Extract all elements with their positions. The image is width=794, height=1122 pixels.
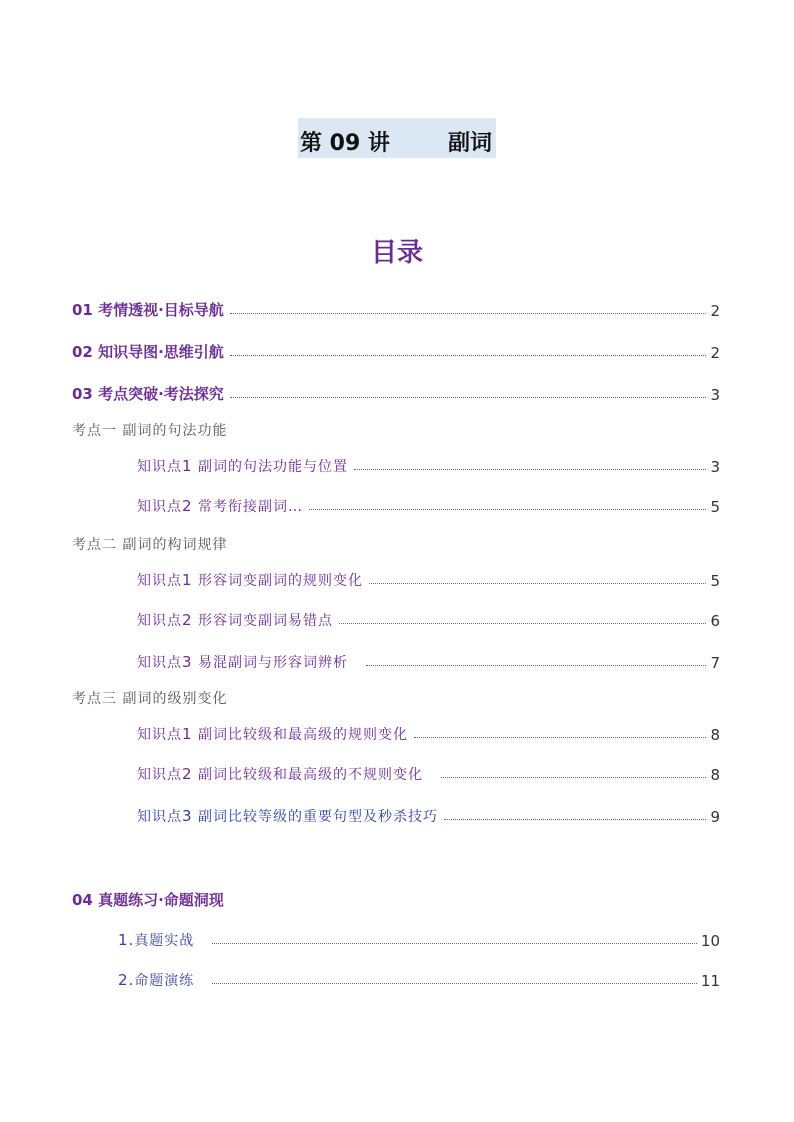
toc-entry-label: 考点二 副词的构词规律 bbox=[72, 537, 228, 553]
toc-entry-subitem[interactable] bbox=[0, 926, 794, 950]
point-prefix: 知识点 bbox=[137, 727, 182, 743]
toc-entry-page: 8 bbox=[710, 766, 720, 784]
subitem-text: 命题演练 bbox=[134, 973, 195, 989]
leader-dots bbox=[230, 312, 707, 314]
leader-dots bbox=[354, 468, 706, 470]
toc-entry-kaodian-1[interactable] bbox=[0, 416, 794, 440]
toc-entry-label: 02 知识导图·思维引航 bbox=[72, 343, 224, 361]
point-number: 1 bbox=[182, 725, 193, 743]
toc-entry-section-01[interactable] bbox=[0, 296, 794, 320]
toc-entry-page: 7 bbox=[710, 654, 720, 672]
point-text: 副词比较等级的重要句型及秒杀技巧 bbox=[192, 809, 438, 825]
toc-entry-label: 考点三 副词的级别变化 bbox=[72, 691, 228, 707]
toc-entry-point[interactable] bbox=[0, 720, 794, 744]
toc-entry-label: 03 考点突破·考法探究 bbox=[72, 385, 224, 403]
lecture-number: 第 09 讲 bbox=[300, 131, 390, 156]
point-number: 3 bbox=[182, 653, 193, 671]
subitem-text: 真题实战 bbox=[134, 933, 195, 949]
toc-entry-page: 2 bbox=[710, 344, 720, 362]
point-text: 形容词变副词的规则变化 bbox=[192, 573, 363, 589]
point-text: 形容词变副词易错点 bbox=[192, 613, 333, 629]
lecture-topic: 副词 bbox=[448, 131, 493, 156]
toc-entry-page: 5 bbox=[710, 572, 720, 590]
toc-entry-point[interactable] bbox=[0, 648, 794, 672]
point-number: 2 bbox=[182, 765, 193, 783]
toc-entry-point[interactable] bbox=[0, 566, 794, 590]
point-prefix: 知识点 bbox=[137, 767, 182, 783]
subitem-number: 1. bbox=[118, 931, 135, 949]
toc-heading: 目录 bbox=[370, 238, 423, 268]
leader-dots bbox=[444, 818, 706, 820]
toc-entry-section-04[interactable] bbox=[0, 886, 794, 910]
toc-entry-label: 01 考情透视·目标导航 bbox=[72, 301, 224, 319]
point-text: 副词比较级和最高级的规则变化 bbox=[192, 727, 408, 743]
leader-dots bbox=[212, 942, 697, 944]
point-text: 易混副词与形容词辨析 bbox=[192, 655, 348, 671]
toc-entry-page: 6 bbox=[710, 612, 720, 630]
point-prefix: 知识点 bbox=[137, 655, 182, 671]
point-number: 2 bbox=[182, 611, 193, 629]
leader-dots bbox=[230, 396, 707, 398]
point-text: 常考衔接副词… bbox=[192, 499, 303, 515]
toc-entry-subitem[interactable] bbox=[0, 966, 794, 990]
toc-entry-page: 10 bbox=[700, 932, 720, 950]
subitem-number: 2. bbox=[118, 971, 135, 989]
point-prefix: 知识点 bbox=[137, 573, 182, 589]
point-text: 副词比较级和最高级的不规则变化 bbox=[192, 767, 423, 783]
toc-entry-point[interactable] bbox=[0, 802, 794, 826]
toc-entry-page: 8 bbox=[710, 726, 720, 744]
toc-entry-kaodian-2[interactable] bbox=[0, 530, 794, 554]
leader-dots bbox=[339, 622, 706, 624]
toc-entry-page: 3 bbox=[710, 386, 720, 404]
toc-entry-page: 11 bbox=[700, 972, 720, 990]
leader-dots bbox=[212, 982, 697, 984]
point-number: 3 bbox=[182, 807, 193, 825]
toc-entry-label: 考点一 副词的句法功能 bbox=[72, 423, 228, 439]
point-prefix: 知识点 bbox=[137, 613, 182, 629]
toc-entry-section-02[interactable] bbox=[0, 338, 794, 362]
point-prefix: 知识点 bbox=[137, 809, 182, 825]
leader-dots bbox=[369, 582, 706, 584]
leader-dots bbox=[441, 776, 706, 778]
toc-entry-point[interactable] bbox=[0, 492, 794, 516]
lecture-title bbox=[298, 118, 496, 158]
toc-entry-section-03[interactable] bbox=[0, 380, 794, 404]
toc-entry-kaodian-3[interactable] bbox=[0, 684, 794, 708]
leader-dots bbox=[366, 664, 706, 666]
toc-entry-page: 5 bbox=[710, 498, 720, 516]
leader-dots bbox=[230, 354, 707, 356]
toc-entry-point[interactable] bbox=[0, 606, 794, 630]
point-text: 副词的句法功能与位置 bbox=[192, 459, 348, 475]
toc-entry-page: 3 bbox=[710, 458, 720, 476]
toc-entry-point[interactable] bbox=[0, 760, 794, 784]
toc-entry-page: 9 bbox=[710, 808, 720, 826]
leader-dots bbox=[414, 736, 706, 738]
toc-entry-label: 04 真题练习·命题洞现 bbox=[72, 891, 224, 909]
point-number: 2 bbox=[182, 497, 193, 515]
leader-dots bbox=[309, 508, 706, 510]
point-prefix: 知识点 bbox=[137, 499, 182, 515]
toc-entry-point[interactable] bbox=[0, 452, 794, 476]
toc-entry-page: 2 bbox=[710, 302, 720, 320]
point-number: 1 bbox=[182, 457, 193, 475]
point-number: 1 bbox=[182, 571, 193, 589]
point-prefix: 知识点 bbox=[137, 459, 182, 475]
